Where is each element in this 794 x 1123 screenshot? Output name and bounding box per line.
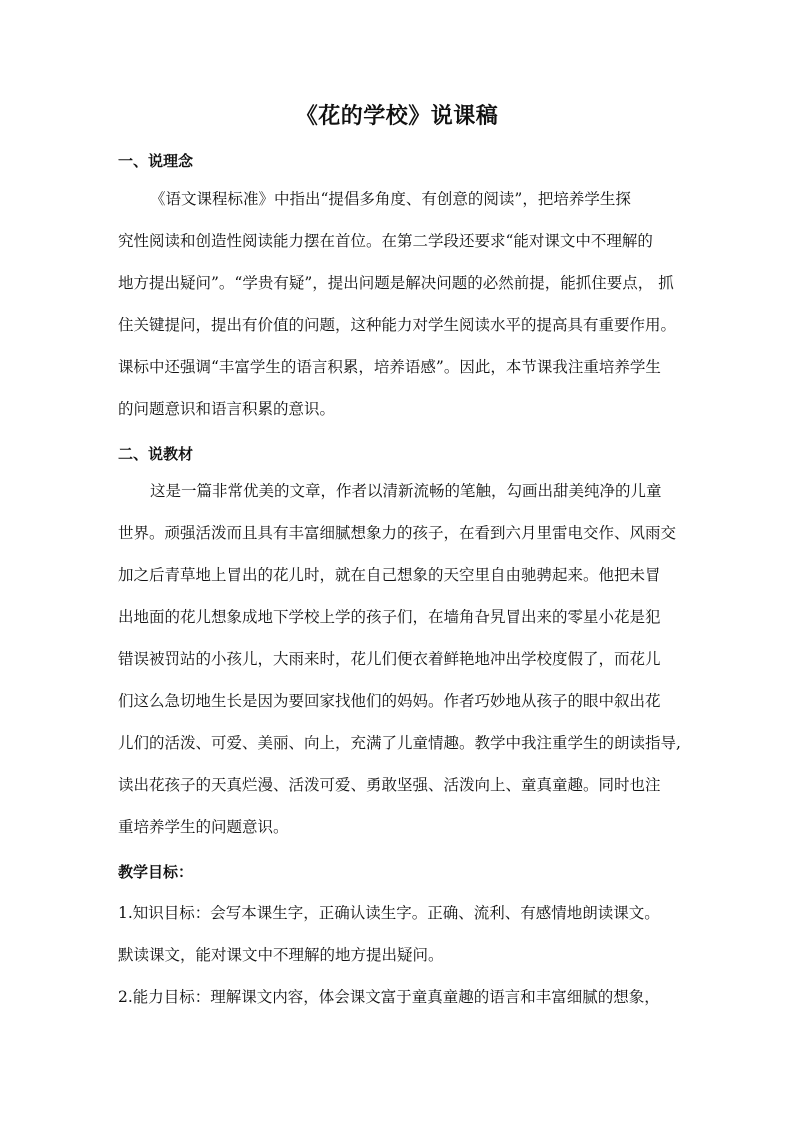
- paragraph-line: 重培养学生的问题意识。: [118, 818, 289, 836]
- paragraph-line: 世界。顽强活泼而且具有丰富细腻想象力的孩子，在看到六月里雷电交作、风雨交: [118, 524, 677, 542]
- paragraph-line: 地方提出疑问”。“学贵有疑”，提出问题是解决问题的必然前提，能抓住要点， 抓: [118, 274, 674, 292]
- paragraph-line: 出地面的花儿想象成地下学校上学的孩子们，在墙角旮旯冒出来的零星小花是犯: [118, 608, 661, 626]
- page-title: 《花的学校》说课稿: [295, 103, 499, 129]
- paragraph-line: 《语文课程标准》中指出“提倡多角度、有创意的阅读”，把培养学生探: [150, 190, 631, 208]
- paragraph-line: 加之后青草地上冒出的花儿时，就在自己想象的天空里自由驰骋起来。他把未冒: [118, 566, 661, 584]
- section-heading-objectives: 教学目标：: [118, 863, 194, 881]
- section-heading-textbook: 二、说教材: [118, 445, 194, 463]
- paragraph-line: 住关键提问，提出有价值的问题，这种能力对学生阅读水平的提高具有重要作用。: [118, 316, 677, 334]
- section-heading-philosophy: 一、说理念: [118, 152, 194, 170]
- paragraph-line: 1.知识目标：会写本课生字，正确认读生字。正确、流利、有感情地朗读课文。: [118, 904, 660, 922]
- paragraph-line: 究性阅读和创造性阅读能力摆在首位。在第二学段还要求“能对课文中不理解的: [118, 232, 653, 250]
- paragraph-line: 这是一篇非常优美的文章，作者以清新流畅的笔触，勾画出甜美纯净的儿童: [150, 482, 662, 500]
- paragraph-line: 错误被罚站的小孩儿，大雨来时，花儿们便衣着鲜艳地冲出学校度假了，而花儿: [118, 650, 661, 668]
- paragraph-line: 儿们的活泼、可爱、美丽、向上，充满了儿童情趣。教学中我注重学生的朗读指导,: [118, 734, 681, 752]
- paragraph-line: 2.能力目标：理解课文内容，体会课文富于童真童趣的语言和丰富细腻的想象，: [118, 988, 660, 1006]
- paragraph-line: 们这么急切地生长是因为要回家找他们的妈妈。作者巧妙地从孩子的眼中叙出花: [118, 692, 661, 710]
- paragraph-line: 读出花孩子的天真烂漫、活泼可爱、勇敢坚强、活泼向上、童真童趣。同时也注: [118, 776, 661, 794]
- paragraph-line: 课标中还强调“丰富学生的语言积累，培养语感”。因此，本节课我注重培养学生: [118, 358, 661, 376]
- paragraph-line: 的问题意识和语言积累的意识。: [118, 400, 336, 418]
- paragraph-line: 默读课文，能对课文中不理解的地方提出疑问。: [118, 946, 444, 964]
